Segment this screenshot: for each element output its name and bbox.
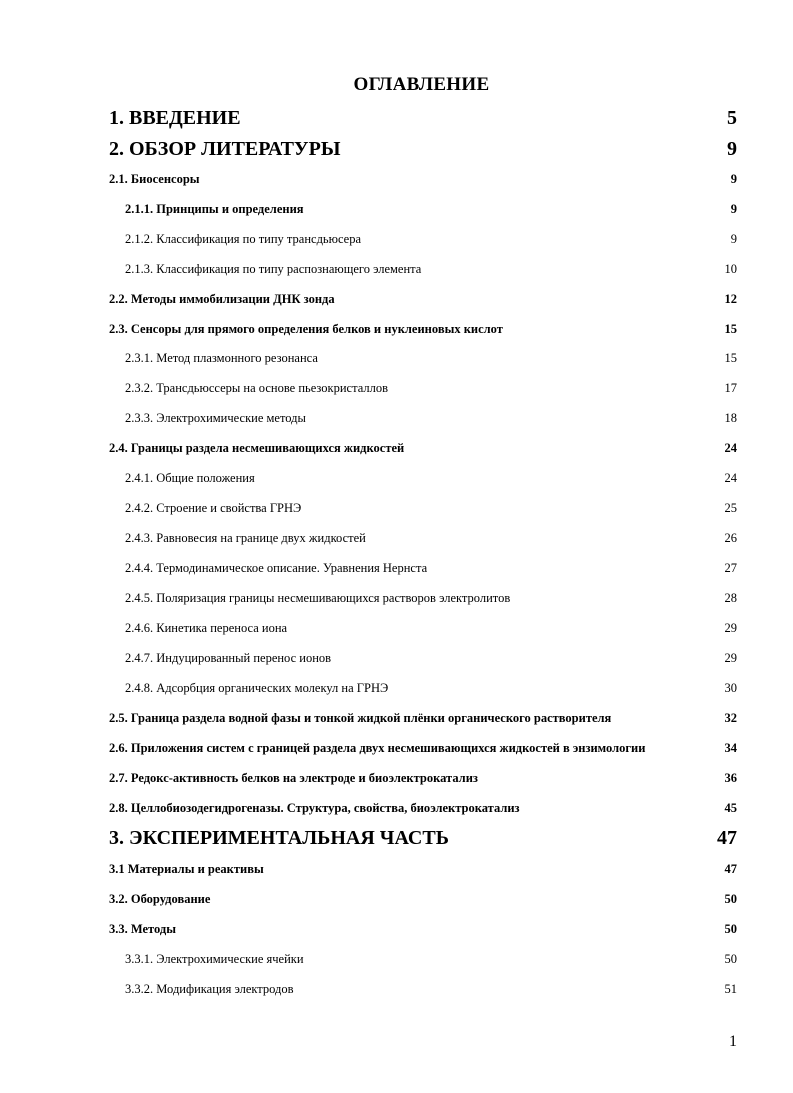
toc-entry-page: 26 [724, 531, 737, 545]
toc-entry-3-3-2 [0, 978, 793, 1000]
toc-entry-2-4-7 [0, 647, 793, 669]
toc-entry-label: 2.6. Приложения систем с границей раздела двух несмешивающихся жидкостей в энзимологии [109, 741, 646, 755]
toc-entry-introduction [0, 107, 793, 129]
toc-entry-2-4-4 [0, 557, 793, 579]
toc-entry-2-4 [0, 437, 793, 459]
toc-entry-page: 9 [730, 232, 737, 246]
toc-entry-label: 2.2. Методы иммобилизации ДНК зонда [109, 292, 335, 306]
toc-entry-2-8 [0, 797, 793, 819]
toc-entry-2-4-5 [0, 587, 793, 609]
toc-entry-page: 50 [724, 952, 737, 966]
toc-entry-page: 5 [727, 107, 737, 129]
toc-entry-page: 28 [724, 591, 737, 605]
toc-entry-2-4-6 [0, 617, 793, 639]
toc-entry-label: 2.4.1. Общие положения [125, 471, 255, 485]
toc-entry-label: 2. ОБЗОР ЛИТЕРАТУРЫ [109, 138, 341, 160]
toc-entry-label: 3.2. Оборудование [109, 892, 211, 906]
toc-entry-label: 2.1.3. Классификация по типу распознающего элемента [125, 262, 422, 276]
toc-entry-label: 2.8. Целлобиозодегидрогеназы. Структура, свойства, биоэлектрокатализ [109, 801, 520, 815]
toc-entry-page: 30 [724, 681, 737, 695]
toc-entry-3-3-1 [0, 948, 793, 970]
toc-entry-page: 36 [724, 771, 737, 785]
toc-entry-page: 51 [724, 982, 737, 996]
toc-entry-label: 2.1.2. Классификация по типу трансдьюсера [125, 232, 362, 246]
toc-entry-page: 45 [724, 801, 737, 815]
toc-entry-page: 18 [724, 411, 737, 425]
toc-entry-2-2 [0, 288, 793, 310]
toc-entry-label: 3.3.2. Модификация электродов [125, 982, 294, 996]
toc-entry-label: 1. ВВЕДЕНИЕ [109, 107, 241, 129]
toc-entry-label: 2.7. Редокс-активность белков на электроде и биоэлектрокатализ [109, 771, 478, 785]
toc-entry-page: 15 [724, 351, 737, 365]
toc-title: ОГЛАВЛЕНИЕ [353, 74, 490, 95]
toc-entry-page: 9 [730, 202, 737, 216]
toc-entry-page: 9 [727, 138, 737, 160]
toc-entry-page: 24 [724, 441, 737, 455]
toc-entry-label: 2.4. Границы раздела несмешивающихся жидкостей [109, 441, 405, 455]
toc-entry-label: 2.3. Сенсоры для прямого определения белков и нуклеиновых кислот [109, 322, 503, 336]
toc-entry-page: 9 [730, 172, 737, 186]
toc-entry-label: 2.4.8. Адсорбция органических молекул на ГРНЭ [125, 681, 389, 695]
toc-entry-2-1-3 [0, 258, 793, 280]
toc-entry-2-1-1 [0, 198, 793, 220]
toc-entry-label: 3.3. Методы [109, 922, 177, 936]
toc-entry-page: 17 [724, 381, 737, 395]
toc-entry-2-6 [0, 737, 793, 759]
toc-entry-2-3-1 [0, 347, 793, 369]
toc-entry-3-2 [0, 888, 793, 910]
toc-entry-page: 50 [724, 892, 737, 906]
page-number: 1 [729, 1033, 737, 1050]
toc-entry-page: 47 [724, 862, 737, 876]
toc-entry-3-1 [0, 858, 793, 880]
toc-entry-label: 2.1. Биосенсоры [109, 172, 200, 186]
toc-entry-label: 3. ЭКСПЕРИМЕНТАЛЬНАЯ ЧАСТЬ [109, 827, 449, 849]
toc-entry-page: 24 [724, 471, 737, 485]
toc-entry-3-3 [0, 918, 793, 940]
toc-entry-page: 47 [717, 827, 737, 849]
toc-entry-2-7 [0, 767, 793, 789]
toc-entry-label: 3.1 Материалы и реактивы [109, 862, 264, 876]
toc-entry-page: 12 [724, 292, 737, 306]
toc-entry-2-5 [0, 707, 793, 729]
toc-entry-page: 27 [724, 561, 737, 575]
toc-entry-2-1-2 [0, 228, 793, 250]
toc-entry-label: 2.4.2. Строение и свойства ГРНЭ [125, 501, 302, 515]
toc-entry-label: 2.3.3. Электрохимические методы [125, 411, 306, 425]
toc-entry-label: 2.4.6. Кинетика переноса иона [125, 621, 288, 635]
toc-entry-page: 50 [724, 922, 737, 936]
toc-entry-2-4-2 [0, 497, 793, 519]
toc-entry-2-4-1 [0, 467, 793, 489]
toc-entry-page: 32 [724, 711, 737, 725]
toc-entry-page: 34 [724, 741, 737, 755]
toc-entry-experimental [0, 827, 793, 849]
toc-entry-2-3 [0, 318, 793, 340]
toc-entry-label: 3.3.1. Электрохимические ячейки [125, 952, 304, 966]
toc-entry-2-4-3 [0, 527, 793, 549]
toc-entry-page: 10 [724, 262, 737, 276]
toc-entry-page: 25 [724, 501, 737, 515]
toc-entry-literature-review [0, 138, 793, 160]
toc-entry-2-3-2 [0, 377, 793, 399]
toc-entry-label: 2.5. Граница раздела водной фазы и тонкой жидкой плёнки органического растворителя [109, 711, 612, 725]
toc-entry-label: 2.4.3. Равновесия на границе двух жидкостей [125, 531, 366, 545]
toc-entry-label: 2.4.5. Поляризация границы несмешивающихся растворов электролитов [125, 591, 511, 605]
toc-entry-2-3-3 [0, 407, 793, 429]
toc-entry-2-4-8 [0, 677, 793, 699]
toc-entry-label: 2.3.2. Трансдьюссеры на основе пьезокристаллов [125, 381, 388, 395]
toc-entry-label: 2.4.7. Индуцированный перенос ионов [125, 651, 332, 665]
toc-entry-page: 15 [724, 322, 737, 336]
toc-entry-2-1 [0, 168, 793, 190]
toc-entry-label: 2.3.1. Метод плазмонного резонанса [125, 351, 318, 365]
toc-entry-page: 29 [724, 621, 737, 635]
toc-entry-label: 2.4.4. Термодинамическое описание. Уравнения Нернста [125, 561, 428, 575]
toc-entry-page: 29 [724, 651, 737, 665]
toc-entry-label: 2.1.1. Принципы и определения [125, 202, 304, 216]
